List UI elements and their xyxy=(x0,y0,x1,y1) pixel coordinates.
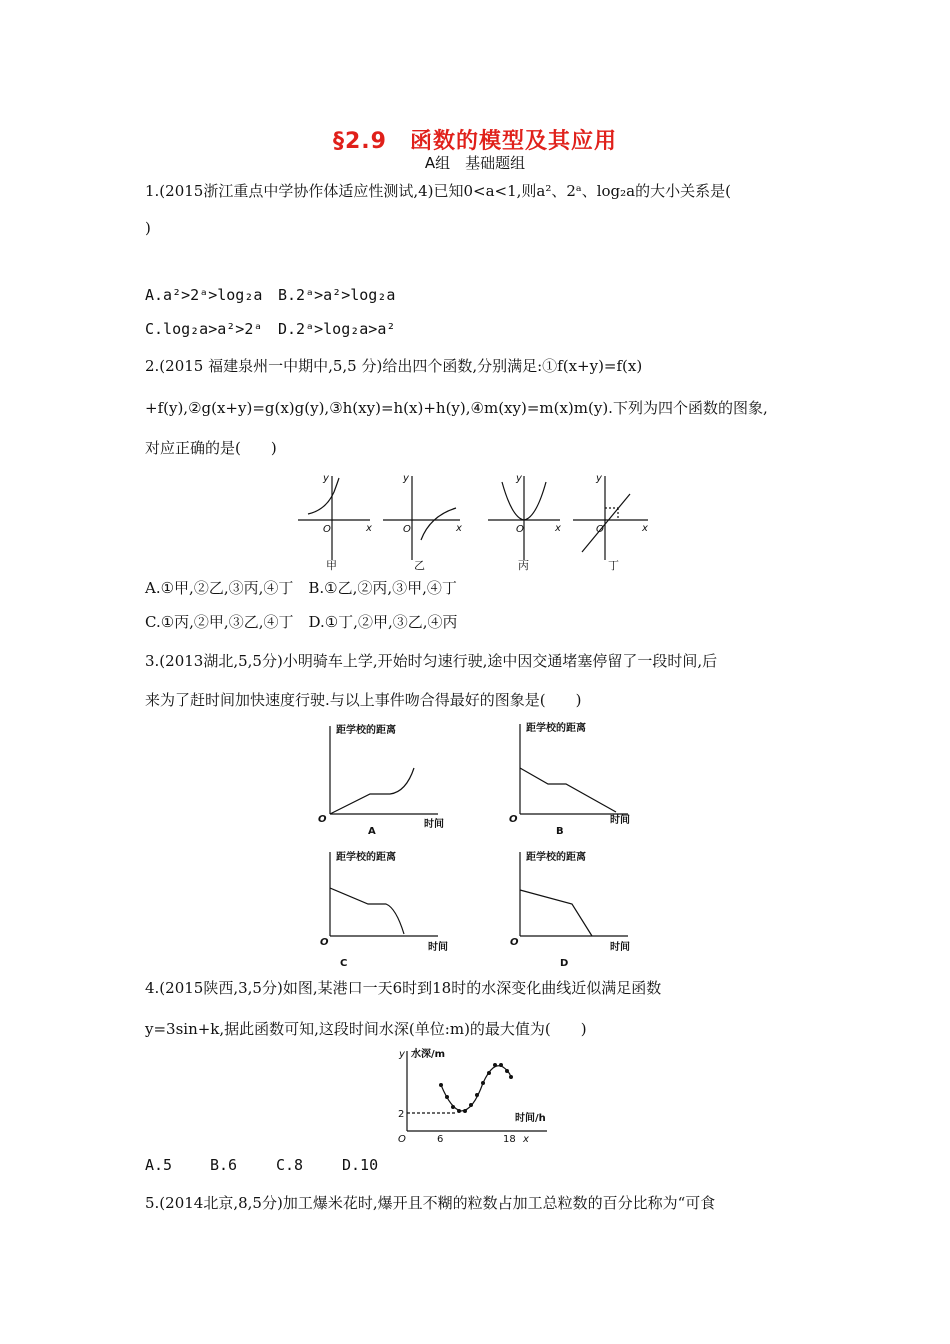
q3-graphA-curve xyxy=(330,768,414,814)
q3-graphB-x-label: 时间 xyxy=(610,815,630,826)
q4-option-b: B.6 xyxy=(210,1156,238,1174)
q2-graph1-caption: 甲 xyxy=(326,559,337,572)
q4-x-axis-letter: x xyxy=(523,1134,529,1145)
q4-y-label: 水深/m xyxy=(411,1049,446,1060)
q3-stem-line2: 来为了赶时间加快速度行驶.与以上事件吻合得最好的图象是( ) xyxy=(145,691,582,709)
q2-graph3-caption: 丙 xyxy=(518,559,529,572)
q2-graph2-curve xyxy=(421,508,456,540)
q4-depth-curve xyxy=(441,1066,511,1111)
q4-stem-line1: 4.(2015陕西,3,5分)如图,某港口一天6时到18时的水深变化曲线近似满足函数 xyxy=(145,979,662,997)
q3-graphD-caption: D xyxy=(560,958,569,969)
q2-graph1-y-label: y xyxy=(323,473,329,484)
group-subtitle: A组 基础题组 xyxy=(424,154,526,172)
q3-graphC-curve xyxy=(330,888,404,934)
q2-stem-line1: 2.(2015 福建泉州一中期中,5,5 分)给出四个函数,分别满足:①f(x+y)=f(x) xyxy=(145,357,643,375)
q4-origin: O xyxy=(398,1134,406,1145)
q3-stem-line1: 3.(2013湖北,5,5分)小明骑车上学,开始时匀速行驶,途中因交通堵塞停留了一段时间,后 xyxy=(145,652,718,670)
q3-distance-time-graphs xyxy=(310,718,640,970)
q2-function-graphs xyxy=(290,468,660,572)
q2-graph1-x-label: x xyxy=(366,523,372,534)
q2-graph3-x-label: x xyxy=(555,523,561,534)
q3-graphB-caption: B xyxy=(556,826,564,837)
q4-tick-6: 6 xyxy=(437,1134,444,1145)
q2-options-line1: A.①甲,②乙,③丙,④丁 B.①乙,②丙,③甲,④丁 xyxy=(145,579,457,597)
q1-stem-line1: 1.(2015浙江重点中学协作体适应性测试,4)已知0<a<1,则a²、2ᵃ、log₂a的大小关系是( xyxy=(145,182,731,200)
q2-graph3-y-label: y xyxy=(516,473,522,484)
q3-graphC-x-label: 时间 xyxy=(428,942,448,953)
q4-tick-18: 18 xyxy=(503,1134,516,1145)
q2-graph4-y-label: y xyxy=(596,473,602,484)
q3-graphD-curve xyxy=(520,890,592,936)
q3-graphA-y-label: 距学校的距离 xyxy=(336,725,396,736)
q1-option-d: D.2ᵃ>log₂a>a² xyxy=(278,320,396,338)
q3-graphD-x-label: 时间 xyxy=(610,942,630,953)
q4-y-axis-letter: y xyxy=(399,1049,405,1060)
q3-graphC-origin: O xyxy=(320,937,329,948)
section-title: §2.9 函数的模型及其应用 xyxy=(333,129,617,154)
q1-stem-line2: ) xyxy=(145,219,151,237)
q4-option-a: A.5 xyxy=(145,1156,173,1174)
q1-option-b: B.2ᵃ>a²>log₂a xyxy=(278,286,396,304)
q3-graphD-y-label: 距学校的距离 xyxy=(526,852,586,863)
q4-stem-line2: y=3sin+k,据此函数可知,这段时间水深(单位:m)的最大值为( ) xyxy=(145,1020,587,1038)
q2-graph2-origin: O xyxy=(403,524,411,535)
q3-graphB-origin: O xyxy=(509,814,518,825)
q2-options-line2: C.①丙,②甲,③乙,④丁 D.①丁,②甲,③乙,④丙 xyxy=(145,613,458,631)
q2-graph2-y-label: y xyxy=(403,473,409,484)
q3-graphD-origin: O xyxy=(510,937,519,948)
q4-option-d: D.10 xyxy=(342,1156,379,1174)
q2-graph1-origin: O xyxy=(323,524,331,535)
q3-graphA-x-label: 时间 xyxy=(424,819,444,830)
q4-water-depth-graph xyxy=(395,1045,555,1145)
q3-graphA-caption: A xyxy=(368,826,376,837)
q2-graph3-origin: O xyxy=(516,524,524,535)
q3-graphC-y-label: 距学校的距离 xyxy=(336,852,396,863)
q3-graphC-caption: C xyxy=(340,958,348,969)
q2-graph2-caption: 乙 xyxy=(414,559,425,572)
q4-tick-2: 2 xyxy=(398,1109,405,1120)
q3-graphA-origin: O xyxy=(318,814,327,825)
q1-option-c: C.log₂a>a²>2ᵃ xyxy=(145,320,263,338)
q4-option-c: C.8 xyxy=(276,1156,304,1174)
q2-graph4-x-label: x xyxy=(642,523,648,534)
q3-graphB-curve xyxy=(520,768,616,812)
q1-option-a: A.a²>2ᵃ>log₂a xyxy=(145,286,263,304)
q2-stem-line2: +f(y),②g(x+y)=g(x)g(y),③h(xy)=h(x)+h(y),④m(xy)=m(x)m(y).下列为四个函数的图象, xyxy=(145,399,768,417)
q3-graphB-y-label: 距学校的距离 xyxy=(526,723,586,734)
q5-stem-line1: 5.(2014北京,8,5分)加工爆米花时,爆开且不糊的粒数占加工总粒数的百分比称为“可食 xyxy=(145,1194,716,1212)
q2-graph4-origin: O xyxy=(596,524,604,535)
q4-x-label: 时间/h xyxy=(515,1113,546,1124)
q2-graph2-x-label: x xyxy=(456,523,462,534)
q2-graph4-line xyxy=(582,494,630,552)
q2-stem-line3: 对应正确的是( ) xyxy=(145,439,277,457)
q2-graph4-caption: 丁 xyxy=(608,559,619,572)
